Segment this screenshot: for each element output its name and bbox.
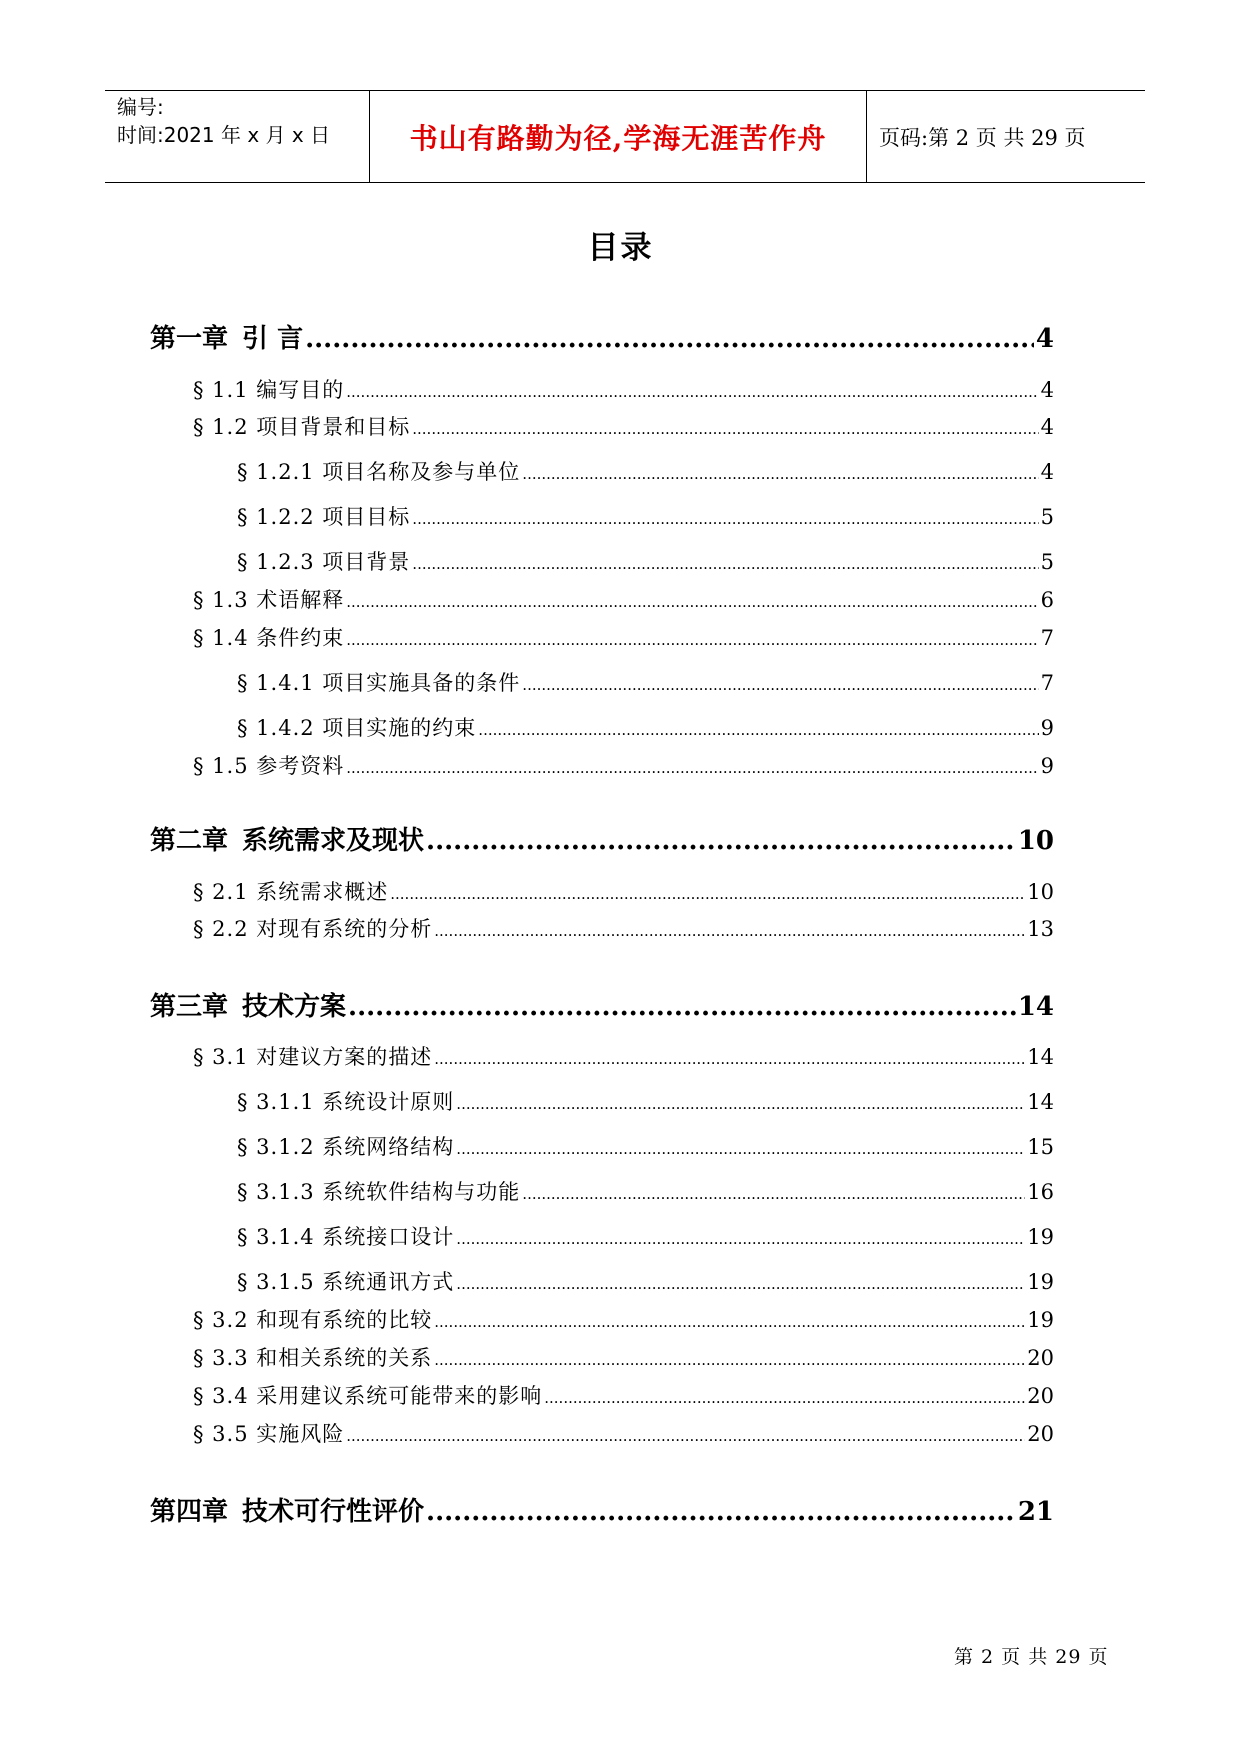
toc-page-number: 4: [1040, 378, 1054, 402]
toc-entry-label: § 3.1 对建议方案的描述: [193, 1045, 433, 1069]
document-time-label: 时间:2021 年 x 月 x 日: [117, 123, 331, 147]
toc-page-number: 15: [1027, 1135, 1054, 1159]
toc-page-number: 4: [1040, 415, 1054, 439]
toc-entry-label: § 1.4 条件约束: [193, 626, 345, 650]
toc-entry-label: § 2.2 对现有系统的分析: [193, 917, 433, 941]
toc-entry[interactable]: [193, 1041, 1054, 1071]
toc-leader: [434, 1045, 1025, 1069]
toc-entry-label: § 3.4 采用建议系统可能带来的影响: [193, 1384, 543, 1408]
toc-chapter-number: 第四章: [150, 1497, 229, 1527]
toc-leader: [346, 1422, 1025, 1446]
header-motto: 书山有路勤为径,学海无涯苦作舟: [409, 121, 827, 155]
toc-chapter-3[interactable]: [150, 986, 1054, 1023]
toc-entry[interactable]: [237, 501, 1054, 531]
toc-entry-label: § 1.5 参考资料: [193, 754, 345, 778]
toc-page-number: 20: [1027, 1346, 1054, 1370]
toc-entry-label: § 3.1.2 系统网络结构: [237, 1135, 455, 1159]
toc-entry-label: § 3.3 和相关系统的关系: [193, 1346, 433, 1370]
toc-entry[interactable]: [237, 1131, 1054, 1161]
toc-leader: [522, 460, 1038, 484]
toc-entry[interactable]: [237, 667, 1054, 697]
toc-entry[interactable]: [193, 913, 1054, 943]
toc-leader: [522, 671, 1038, 695]
toc-entry[interactable]: [237, 1221, 1054, 1251]
header-motto-cell: [370, 91, 867, 182]
toc-page-number: 7: [1040, 626, 1054, 650]
toc-entry-label: § 2.1 系统需求概述: [193, 880, 389, 904]
toc-leader: [346, 378, 1038, 402]
toc-page-number: 13: [1027, 917, 1054, 941]
toc-page-number: 14: [1027, 1045, 1054, 1069]
toc-entry[interactable]: [237, 546, 1054, 576]
toc-leader: [434, 917, 1025, 941]
toc-page-number: 20: [1027, 1384, 1054, 1408]
page-header: [105, 90, 1145, 183]
toc-leader: [522, 1180, 1025, 1204]
toc-entry[interactable]: [237, 1086, 1054, 1116]
toc-leader: [456, 1090, 1025, 1114]
toc-leader: [346, 754, 1038, 778]
toc-entry[interactable]: [193, 622, 1054, 652]
toc-leader: [390, 880, 1025, 904]
toc-leader: [434, 1308, 1025, 1332]
toc-entry[interactable]: [193, 876, 1054, 906]
toc-entry-label: § 3.1.3 系统软件结构与功能: [237, 1180, 521, 1204]
toc-chapter-title: 引 言: [242, 324, 304, 354]
toc-entry-label: § 1.4.2 项目实施的约束: [237, 716, 477, 740]
toc-entry-label: § 3.1.5 系统通讯方式: [237, 1270, 455, 1294]
toc-entry[interactable]: [193, 1342, 1054, 1372]
toc-leader: [346, 626, 1038, 650]
toc-page-number: 9: [1040, 716, 1054, 740]
page-footer: 第 2 页 共 29 页: [954, 1646, 1109, 1668]
toc-leader: [456, 1270, 1025, 1294]
toc-entry[interactable]: [237, 1266, 1054, 1296]
toc-chapter-number: 第一章: [150, 324, 229, 354]
toc-entry-label: § 1.3 术语解释: [193, 588, 345, 612]
toc-chapter-title: 系统需求及现状: [242, 826, 425, 856]
toc-leader: [434, 1346, 1025, 1370]
toc-page-number: 21: [1017, 1497, 1054, 1527]
toc-page-number: 16: [1027, 1180, 1054, 1204]
toc-leader: [412, 415, 1038, 439]
toc-page-number: 19: [1027, 1308, 1054, 1332]
toc-entry[interactable]: [193, 1380, 1054, 1410]
toc-leader: [348, 992, 1016, 1022]
header-page-info: 页码:第 2 页 共 29 页: [879, 125, 1086, 150]
toc-entry-label: § 1.1 编写目的: [193, 378, 345, 402]
toc-leader: [412, 550, 1038, 574]
toc-entry[interactable]: [193, 411, 1054, 441]
toc-entry-label: § 3.1.4 系统接口设计: [237, 1225, 455, 1249]
header-page-cell: [867, 91, 1145, 182]
toc-leader: [412, 505, 1038, 529]
toc-page-number: 14: [1017, 992, 1054, 1022]
toc-page-number: 9: [1040, 754, 1054, 778]
toc-page-number: 4: [1035, 324, 1054, 354]
toc-chapter-number: 第三章: [150, 992, 229, 1022]
toc-entry[interactable]: [193, 1418, 1054, 1448]
toc-page-number: 5: [1040, 505, 1054, 529]
toc-entry-label: § 1.2 项目背景和目标: [193, 415, 411, 439]
header-meta-cell: [105, 91, 370, 182]
toc-entry-label: § 1.2.1 项目名称及参与单位: [237, 460, 521, 484]
toc-chapter-4[interactable]: [150, 1491, 1054, 1528]
toc-entry-label: § 1.2.3 项目背景: [237, 550, 411, 574]
toc-entry[interactable]: [193, 374, 1054, 404]
toc-entry-label: § 3.1.1 系统设计原则: [237, 1090, 455, 1114]
toc-leader: [478, 716, 1038, 740]
toc-entry[interactable]: [237, 712, 1054, 742]
toc-page-number: 19: [1027, 1270, 1054, 1294]
toc-entry[interactable]: [193, 1304, 1054, 1334]
toc-page-number: 14: [1027, 1090, 1054, 1114]
document-number-label: 编号:: [117, 95, 164, 119]
toc-page-number: 5: [1040, 550, 1054, 574]
toc-entry[interactable]: [237, 1176, 1054, 1206]
toc-chapter-title: 技术方案: [242, 992, 347, 1022]
toc-leader: [456, 1225, 1025, 1249]
toc-page-number: 20: [1027, 1422, 1054, 1446]
toc-chapter-2[interactable]: [150, 820, 1054, 857]
toc-leader: [456, 1135, 1025, 1159]
toc-leader: [305, 324, 1034, 354]
toc-entry-label: § 1.4.1 项目实施具备的条件: [237, 671, 521, 695]
toc-chapter-number: 第二章: [150, 826, 229, 856]
toc-entry[interactable]: [193, 750, 1054, 780]
toc-page-number: 10: [1017, 826, 1054, 856]
toc-chapter-1[interactable]: [150, 318, 1054, 355]
toc-page-number: 7: [1040, 671, 1054, 695]
toc-entry[interactable]: [237, 456, 1054, 486]
toc-entry[interactable]: [193, 584, 1054, 614]
toc-title: 目录: [587, 230, 654, 266]
toc-page-number: 4: [1040, 460, 1054, 484]
toc-page-number: 6: [1040, 588, 1054, 612]
toc-entry-label: § 1.2.2 项目目标: [237, 505, 411, 529]
toc-entry-label: § 3.5 实施风险: [193, 1422, 345, 1446]
toc-leader: [426, 826, 1016, 856]
toc-page-number: 10: [1027, 880, 1054, 904]
toc-page-number: 19: [1027, 1225, 1054, 1249]
toc-leader: [426, 1497, 1016, 1527]
toc-chapter-title: 技术可行性评价: [242, 1497, 425, 1527]
toc-leader: [544, 1384, 1025, 1408]
toc-leader: [346, 588, 1038, 612]
toc-entry-label: § 3.2 和现有系统的比较: [193, 1308, 433, 1332]
